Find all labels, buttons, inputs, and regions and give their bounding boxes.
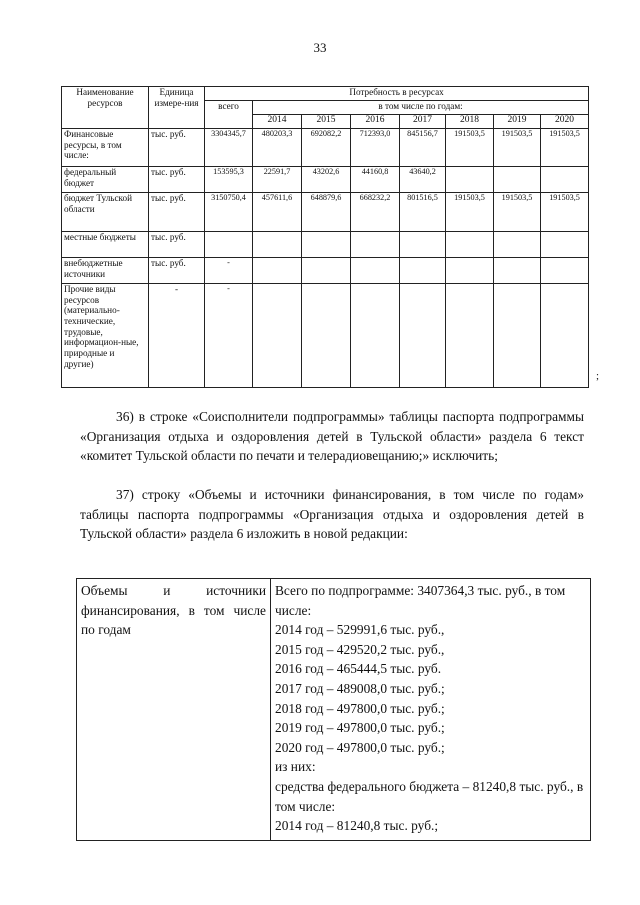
header-year: 2020 [541, 115, 589, 129]
row-total: - [205, 284, 253, 388]
row-value [446, 167, 494, 193]
row-unit: тыс. руб. [149, 258, 205, 284]
financing-line: 2020 год – 497800,0 тыс. руб.; [275, 739, 445, 755]
table-row [62, 284, 589, 388]
page-number: 33 [313, 40, 327, 55]
financing-line: 2018 год – 497800,0 тыс. руб.; [275, 700, 445, 716]
resources-table [61, 86, 589, 388]
row-name: федеральный бюджет [62, 167, 149, 193]
financing-lines [271, 579, 591, 841]
financing-line: Всего по подпрограмме: 3407364,3 тыс. руб., в том числе: [275, 583, 566, 618]
financing-line: 2019 год – 497800,0 тыс. руб.; [275, 720, 445, 736]
row-value: 712393,0 [351, 129, 400, 167]
row-value: 191503,5 [541, 129, 589, 167]
row-unit: тыс. руб. [149, 129, 205, 167]
header-year: 2018 [446, 115, 494, 129]
row-value: 44160,8 [351, 167, 400, 193]
row-value: 457611,6 [253, 193, 302, 232]
financing-line: 2015 год – 429520,2 тыс. руб., [275, 641, 445, 657]
financing-line: 2014 год – 81240,8 тыс. руб.; [275, 818, 439, 834]
row-name: бюджет Тульской области [62, 193, 149, 232]
row-unit: тыс. руб. [149, 167, 205, 193]
row-name: местные бюджеты [62, 232, 149, 258]
table-row [62, 232, 589, 258]
row-value [541, 167, 589, 193]
table-row [62, 193, 589, 232]
row-value: 191503,5 [494, 129, 541, 167]
financing-line: из них: [275, 759, 316, 775]
header-total: всего [205, 101, 253, 129]
row-value: 22591,7 [253, 167, 302, 193]
row-name: внебюджетные источники [62, 258, 149, 284]
table-row [62, 129, 589, 167]
table-row [62, 167, 589, 193]
row-value: 43640,2 [400, 167, 446, 193]
header-by-years: в том числе по годам: [253, 101, 589, 115]
financing-line: 2014 год – 529991,6 тыс. руб., [275, 622, 445, 638]
header-need: Потребность в ресурсах [205, 87, 589, 101]
row-value [494, 167, 541, 193]
header-year: 2017 [400, 115, 446, 129]
header-year: 2014 [253, 115, 302, 129]
row-total: 153595,3 [205, 167, 253, 193]
row-name: Финансовые ресурсы, в том числе: [62, 129, 149, 167]
row-total: - [205, 258, 253, 284]
header-year: 2016 [351, 115, 400, 129]
row-total [205, 232, 253, 258]
row-total: 3304345,7 [205, 129, 253, 167]
row-unit: - [149, 284, 205, 388]
financing-line: 2017 год – 489008,0 тыс. руб.; [275, 680, 445, 696]
financing-line: средства федерального бюджета – 81240,8 тыс. руб., в том числе: [275, 778, 584, 814]
financing-table [76, 578, 591, 841]
row-value: 845156,7 [400, 129, 446, 167]
row-value: 191503,5 [446, 129, 494, 167]
trailing-semicolon: ; [596, 370, 600, 382]
header-unit: Единица измере-ния [149, 87, 205, 129]
row-value: 480203,3 [253, 129, 302, 167]
row-value: 191503,5 [446, 193, 494, 232]
header-year: 2019 [494, 115, 541, 129]
financing-line: 2016 год – 465444,5 тыс. руб. [275, 661, 442, 677]
row-name: Прочие виды ресурсов (материально-технические, трудовые, информацион-ные, природные и другие) [62, 284, 149, 388]
row-total: 3150750,4 [205, 193, 253, 232]
row-value: 43202,6 [302, 167, 351, 193]
row-unit: тыс. руб. [149, 232, 205, 258]
paragraph-36: 36) в строке «Соисполнители подпрограммы» таблицы паспорта подпрограммы «Организация отдыха и оздоровления детей в Тульской области» раздела 6 текст «комитет Тульской области по печати и телерадиовещанию;» исключить; [80, 409, 584, 464]
row-unit: тыс. руб. [149, 193, 205, 232]
paragraph-37: 37) строку «Объемы и источники финансирования, в том числе по годам» таблицы паспорта подпрограммы «Организация отдыха и оздоровления детей в Тульской области» раздела 6 изложить в новой редакции: [80, 487, 584, 542]
row-value: 648879,6 [302, 193, 351, 232]
financing-label: Объемы и источники финансирования, в том числе по годам [77, 579, 271, 841]
row-value: 668232,2 [351, 193, 400, 232]
row-value: 801516,5 [400, 193, 446, 232]
row-value: 191503,5 [494, 193, 541, 232]
header-resource-name: Наименование ресурсов [62, 87, 149, 129]
table-row [62, 258, 589, 284]
header-year: 2015 [302, 115, 351, 129]
row-value: 692082,2 [302, 129, 351, 167]
row-value: 191503,5 [541, 193, 589, 232]
